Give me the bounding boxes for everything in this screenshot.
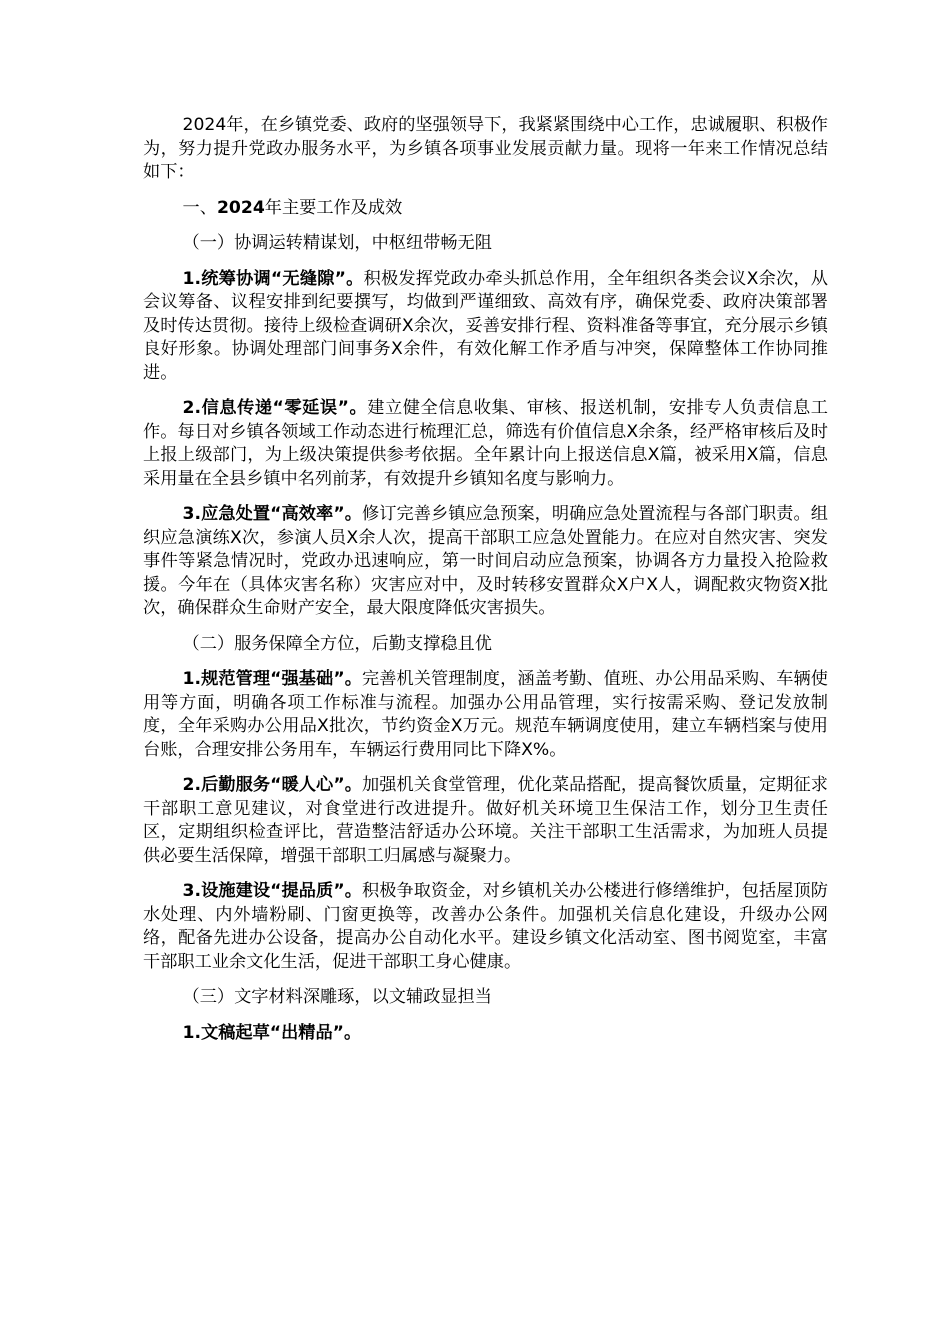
item-label: 3.应急处置“高效率”。	[182, 504, 362, 524]
paragraph-1-3	[143, 503, 828, 621]
section-heading-year: 2024	[216, 197, 265, 218]
item-label: 1.规范管理“强基础”。	[182, 669, 362, 689]
document-body	[143, 114, 828, 1045]
paragraph-2-2	[143, 774, 828, 868]
section-heading-suffix: 年主要工作及成效	[264, 197, 403, 218]
item-label: 1.统筹协调“无缝隙”。	[182, 268, 364, 289]
paragraph-2-1	[143, 668, 828, 762]
paragraph-3-1	[143, 1022, 828, 1046]
section-heading-1	[143, 197, 828, 221]
paragraph-2-3	[143, 880, 828, 974]
item-text: 积极争取资金，对乡镇机关办公楼进行修缮维护，包括屋顶防水处理、内外墙粉刷、门窗更换等，改善办公条件。加强机关信息化建设，升级办公网络，配备先进办公设备，提高办公自动化水平。建设乡镇文化活动室、图书阅览室，丰富干部职工业余文化生活，促进干部职工身心健康。	[143, 881, 828, 972]
item-label: 2.后勤服务“暖人心”。	[182, 775, 362, 795]
item-label: 3.设施建设“提品质”。	[182, 881, 362, 901]
item-text: 建立健全信息收集、审核、报送机制，安排专人负责信息工作。每日对乡镇各领域工作动态进行梳理汇总，筛选有价值信息X余条，经严格审核后及时上报上级部门，为上级决策提供参考依据。全年累计向上报送信息X篇，被采用X篇，信息采用量在全县乡镇中名列前茅，有效提升乡镇知名度与影响力。	[143, 398, 828, 489]
item-label: 2.信息传递“零延误”。	[182, 398, 368, 418]
subsection-heading-1: （一）协调运转精谋划，中枢纽带畅无阻	[182, 233, 492, 253]
paragraph-1-2	[143, 397, 828, 491]
item-text: 修订完善乡镇应急预案，明确应急处置流程与各部门职责。组织应急演练X次，参演人员X余人次，提高干部职工应急处置能力。在应对自然灾害、突发事件等紧急情况时，党政办迅速响应，第一时间启动应急预案，协调各方力量投入抢险救援。今年在（具体灾害名称）灾害应对中，及时转移安置群众X户X人，调配救灾物资X批次，确保群众生命财产安全，最大限度降低灾害损失。	[143, 504, 828, 618]
item-text: 完善机关管理制度，涵盖考勤、值班、办公用品采购、车辆使用等方面，明确各项工作标准与流程。加强办公用品管理，实行按需采购、登记发放制度，全年采购办公用品X批次，节约资金X万元。规范车辆调度使用，建立车辆档案与使用台账，合理安排公务用车，车辆运行费用同比下降X%。	[143, 669, 828, 760]
intro-paragraph: 2024年，在乡镇党委、政府的坚强领导下，我紧紧围绕中心工作，忠诚履职、积极作为，努力提升党政办服务水平，为乡镇各项事业发展贡献力量。现将一年来工作情况总结如下：	[143, 115, 828, 182]
item-label: 1.文稿起草“出精品”。	[182, 1022, 362, 1043]
section-heading-prefix: 一、	[182, 197, 217, 218]
subsection-heading-3: （三）文字材料深雕琢，以文辅政显担当	[182, 987, 492, 1007]
subsection-heading-2: （二）服务保障全方位，后勤支撑稳且优	[182, 633, 492, 654]
paragraph-1-1	[143, 268, 828, 386]
item-text: 加强机关食堂管理，优化菜品搭配，提高餐饮质量，定期征求干部职工意见建议，对食堂进行改进提升。做好机关环境卫生保洁工作，划分卫生责任区，定期组织检查评比，营造整洁舒适办公环境。关注干部职工生活需求，为加班人员提供必要生活保障，增强干部职工归属感与凝聚力。	[143, 775, 828, 866]
item-text: 积极发挥党政办牵头抓总作用，全年组织各类会议X余次，从会议筹备、议程安排到纪要撰写，均做到严谨细致、高效有序，确保党委、政府决策部署及时传达贯彻。接待上级检查调研X余次，妥善安排行程、资料准备等事宜，充分展示乡镇良好形象。协调处理部门间事务X余件，有效化解工作矛盾与冲突，保障整体工作协同推进。	[143, 268, 828, 383]
